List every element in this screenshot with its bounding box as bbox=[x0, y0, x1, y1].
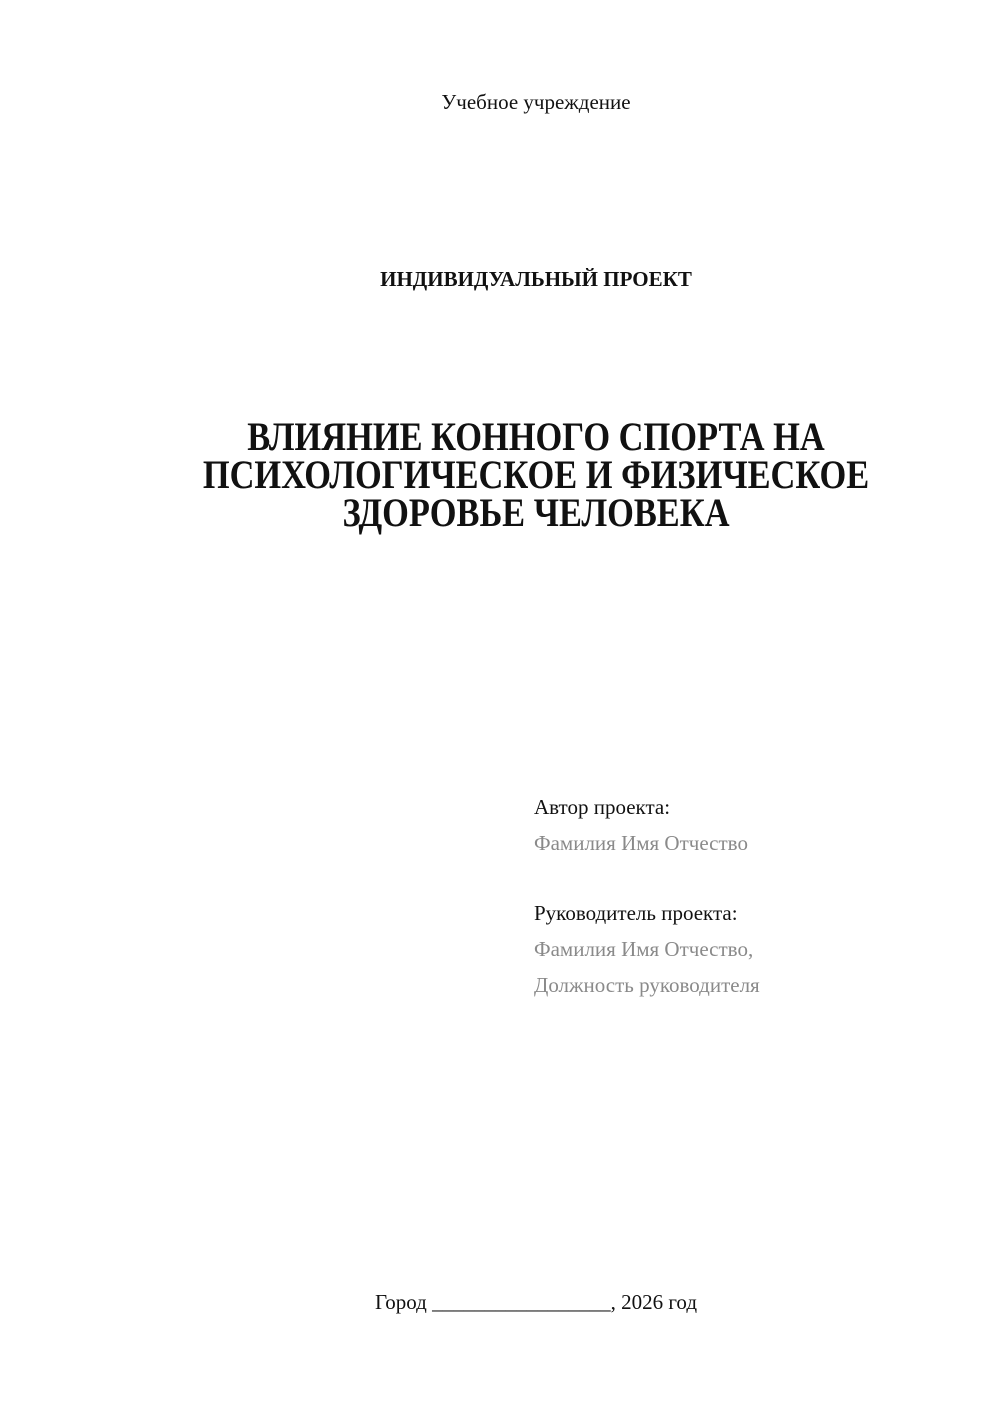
document-type: ИНДИВИДУАЛЬНЫЙ ПРОЕКТ bbox=[380, 267, 692, 291]
supervisor-block bbox=[534, 895, 760, 1003]
title-line-1: ВЛИЯНИЕ КОННОГО СПОРТА НА bbox=[247, 414, 825, 459]
city-blank: _________________ bbox=[432, 1290, 611, 1314]
author-label: Автор проекта: bbox=[534, 795, 671, 819]
city-label: Город bbox=[374, 1290, 427, 1314]
author-name: Фамилия Имя Отчество bbox=[534, 831, 748, 855]
supervisor-label: Руководитель проекта: bbox=[534, 901, 738, 925]
title-line-2: ПСИХОЛОГИЧЕСКОЕ И ФИЗИЧЕСКОЕ bbox=[202, 452, 870, 497]
supervisor-name: Фамилия Имя Отчество, bbox=[534, 937, 754, 961]
author-block bbox=[534, 789, 748, 861]
year-text: , 2026 год bbox=[610, 1290, 698, 1314]
project-title bbox=[0, 414, 1000, 535]
city-year-line bbox=[0, 1290, 1000, 1315]
institution-name: Учебное учреждение bbox=[441, 90, 631, 114]
title-line-3: ЗДОРОВЬЕ ЧЕЛОВЕКА bbox=[342, 490, 730, 535]
supervisor-position: Должность руководителя bbox=[534, 973, 760, 997]
